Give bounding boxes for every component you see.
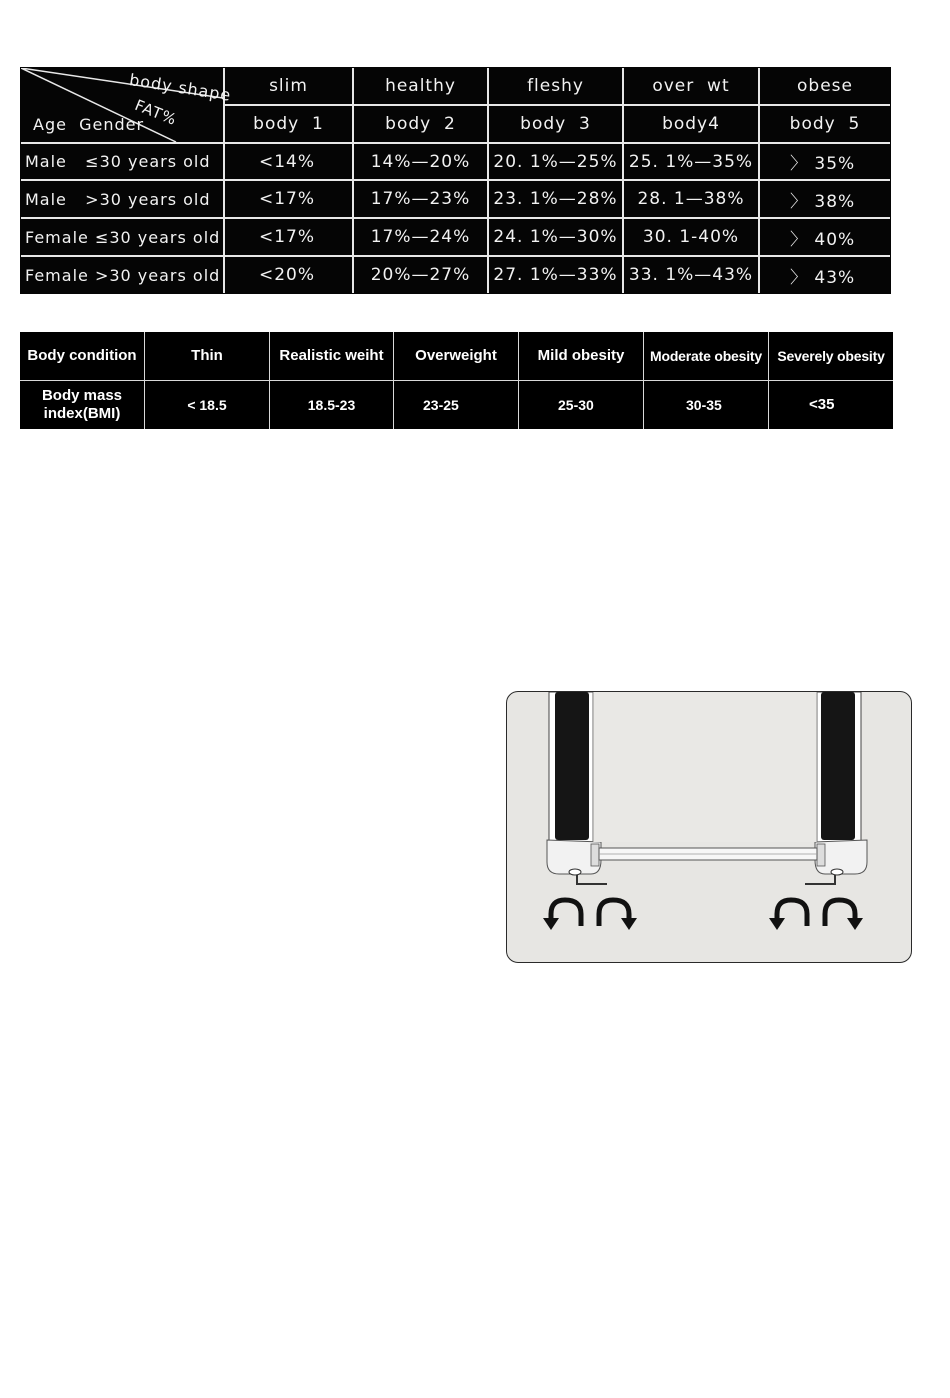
fat-cell: 20%—27% [370, 265, 471, 285]
header-body: body 1 [253, 114, 324, 134]
counterclockwise-arrow-icon [543, 900, 581, 930]
header-body: body4 [662, 114, 720, 134]
bmi-condition: Thin [191, 347, 223, 364]
bmi-value: 18.5-23 [307, 397, 356, 413]
fat-cell: 30. 1-40% [642, 227, 740, 247]
right-rail [815, 692, 867, 874]
header-shape: obese [797, 76, 853, 96]
bmi-value: < 18.5 [187, 397, 227, 413]
fat-cell: 23. 1%—28% [493, 189, 618, 209]
bmi-header-label: Body condition [27, 347, 137, 364]
bmi-table [20, 332, 893, 429]
header-shape: slim [269, 76, 308, 96]
header-body: body 3 [520, 114, 591, 134]
corner-label-body-shape: body shape [128, 70, 233, 105]
fat-cell: 〉 38% [790, 191, 856, 212]
fat-cell: <14% [259, 151, 316, 172]
row-label: Female ≤30 years old [25, 227, 221, 247]
fat-cell: 24. 1%—30% [493, 227, 618, 247]
fat-cell: 〉 40% [790, 229, 856, 250]
bmi-value: 30-35 [686, 397, 722, 413]
bmi-condition: Overweight [415, 347, 497, 364]
header-shape: over wt [652, 76, 730, 96]
fat-cell: <17% [259, 189, 316, 209]
fat-cell: 〉 43% [790, 267, 856, 288]
fat-cell: 14%—20% [370, 151, 471, 172]
header-shape: fleshy [527, 76, 584, 96]
header-body: body 2 [385, 114, 456, 134]
clockwise-arrow-icon [825, 900, 863, 930]
rear-roller [599, 848, 817, 860]
treadmill-rear-drawing [507, 692, 912, 963]
counterclockwise-arrow-icon [769, 900, 807, 930]
bmi-condition: Mild obesity [537, 347, 625, 364]
corner-label-fat: FAT% [132, 96, 180, 130]
bmi-condition: Realistic weiht [279, 347, 384, 364]
bmi-value: 23-25 [423, 397, 459, 413]
fat-cell: 20. 1%—25% [493, 151, 618, 172]
fat-cell: 28. 1—38% [637, 189, 745, 209]
fat-cell: 〉 35% [790, 154, 856, 174]
bmi-row-label: Body mass index(BMI) [41, 387, 123, 422]
bmi-condition: Severely obesity [777, 348, 885, 364]
row-label: Female >30 years old [25, 265, 221, 285]
bmi-value: 25-30 [558, 397, 594, 413]
row-label: Male >30 years old [25, 189, 211, 209]
header-shape: healthy [385, 76, 456, 96]
row-label: Male ≤30 years old [25, 152, 211, 171]
fat-cell: 17%—24% [370, 227, 471, 247]
bmi-condition: Moderate obesity [650, 348, 762, 364]
fat-cell: 33. 1%—43% [628, 265, 754, 285]
corner-label-age-gender: Age Gender [33, 115, 145, 134]
fat-cell: <20% [259, 265, 316, 285]
fat-cell: 27. 1%—33% [493, 265, 618, 285]
belt-adjustment-illustration [506, 691, 912, 963]
fat-cell: 25. 1%—35% [628, 151, 754, 172]
belt-surface [593, 692, 817, 842]
fat-cell: <17% [259, 227, 316, 247]
body-fat-table [20, 67, 891, 294]
header-body: body 5 [789, 114, 861, 134]
clockwise-arrow-icon [599, 900, 637, 930]
bmi-value: <35 [809, 396, 835, 413]
fat-cell: 17%—23% [370, 189, 471, 209]
